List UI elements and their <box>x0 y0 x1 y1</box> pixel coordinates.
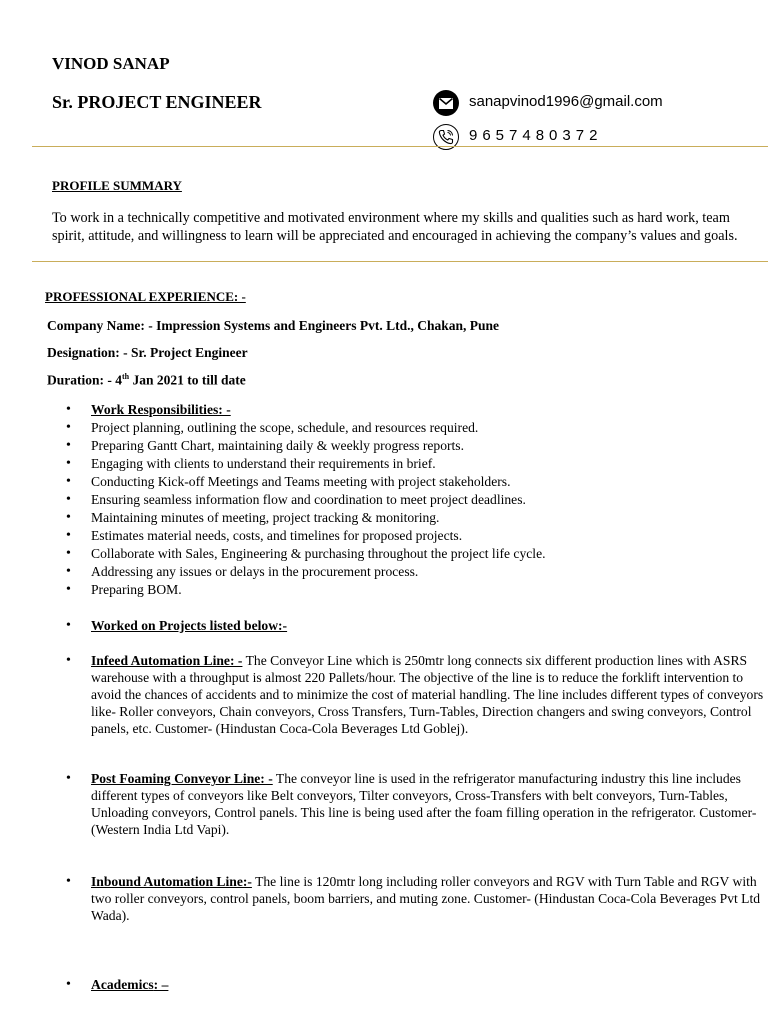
project-description: The conveyor line is used in the refrigerator manufacturing industry this line includes different types of conveyors like Belt conveyors, Tilter conveyors, Cross-Transfers with belt conveyors, Turn-Tables, Unloading conveyors, Control panels. This line is being used after the foam filling operation in the refrigerator. Customer- (Western India Ltd Vapi). <box>91 771 757 837</box>
list-item: • Collaborate with Sales, Engineering & purchasing throughout the project life cycle. <box>66 545 766 563</box>
academics-list <box>66 976 768 993</box>
projects-heading: • Worked on Projects listed below:- <box>66 617 768 634</box>
project-label: Infeed Automation Line: - <box>91 653 243 668</box>
envelope-icon <box>433 90 459 116</box>
list-item: • Project planning, outlining the scope, schedule, and resources required. <box>66 419 766 437</box>
duration-superscript: th <box>122 372 130 381</box>
responsibilities-heading: • Work Responsibilities: - <box>66 401 766 419</box>
duration: Duration: - 4th Jan 2021 to till date <box>47 372 246 388</box>
profile-summary-heading: PROFILE SUMMARY <box>52 178 182 193</box>
list-item: • Preparing BOM. <box>66 581 766 599</box>
profile-divider <box>32 261 768 262</box>
project-description: The line is 120mtr long including roller conveyors and RGV with Turn Table and RGV with two roller conveyors, control panels, boom barriers, and muting zone. Customer- (Hindustan Coca-Cola Beverages Pvt Ltd Wada). <box>91 874 761 923</box>
candidate-title: Sr. PROJECT ENGINEER <box>52 92 262 112</box>
list-item: • Preparing Gantt Chart, maintaining daily & weekly progress reports. <box>66 437 766 455</box>
list-item: • Addressing any issues or delays in the procurement process. <box>66 563 766 581</box>
list-item: • Engaging with clients to understand their requirements in brief. <box>66 455 766 473</box>
company-name: Company Name: - Impression Systems and Engineers Pvt. Ltd., Chakan, Pune <box>47 318 500 333</box>
project-post-foaming <box>66 770 768 838</box>
email-link[interactable]: sanapvinod1996@gmail.com <box>469 93 663 110</box>
project-item <box>66 652 768 737</box>
designation: Designation: - Sr. Project Engineer <box>47 345 248 360</box>
project-label: Inbound Automation Line:- <box>91 874 252 889</box>
project-label: Post Foaming Conveyor Line: - <box>91 771 273 786</box>
list-item: • Maintaining minutes of meeting, project tracking & monitoring. <box>66 509 766 527</box>
project-inbound <box>66 873 768 924</box>
phone-number[interactable]: 9657480372 <box>469 127 603 144</box>
projects-heading-list <box>66 617 768 634</box>
academics-heading: • Academics: – <box>66 976 768 993</box>
list-item: • Estimates material needs, costs, and timelines for proposed projects. <box>66 527 766 545</box>
project-infeed <box>66 652 768 737</box>
responsibilities-list <box>66 401 766 599</box>
project-item <box>66 770 768 838</box>
list-item: • Ensuring seamless information flow and coordination to meet project deadlines. <box>66 491 766 509</box>
candidate-name: VINOD SANAP <box>52 54 170 73</box>
header-divider <box>32 146 768 147</box>
list-item: • Conducting Kick-off Meetings and Teams meeting with project stakeholders. <box>66 473 766 491</box>
project-item <box>66 873 768 924</box>
experience-heading: PROFESSIONAL EXPERIENCE: - <box>45 289 246 304</box>
profile-summary-text: To work in a technically competitive and motivated environment where my skills and qualities such as hard work, team spirit, attitude, and willingness to learn will be appreciated and encouraged in achieving the company’s values and goals. <box>52 210 738 244</box>
project-description: The Conveyor Line which is 250mtr long connects six different production lines with ASRS warehouse with a throughput is almost 220 Pallets/hour. The objective of the line is to reduce the forklift intervention to avoid the chances of accidents and to minimize the cost of material handling. The line includes different types of conveyors like- Roller conveyors, Chain conveyors, Cross Transfers, Turn-Tables, Direction changers and swing conveyors, Control panels, etc. Customer- (Hindustan Coca-Cola Beverages Ltd Goblej). <box>91 653 764 736</box>
